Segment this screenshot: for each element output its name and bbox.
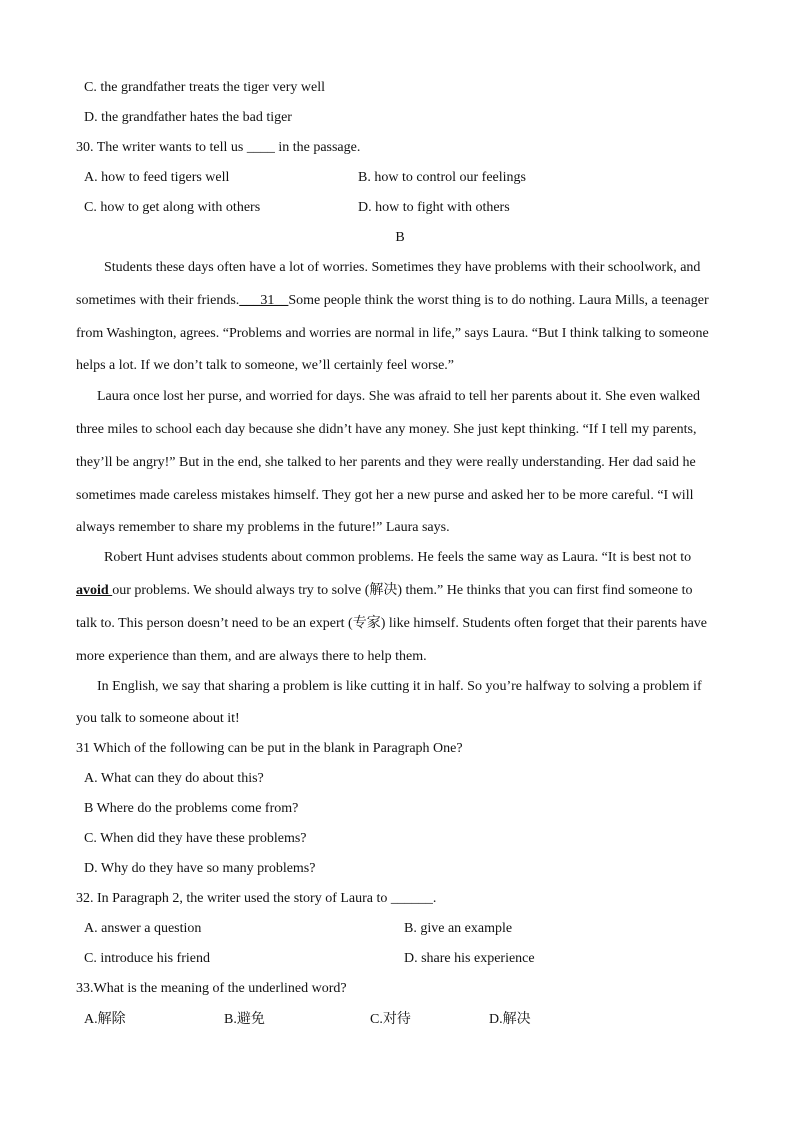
section-label: B bbox=[395, 230, 405, 245]
q32-option-d: D. share his experience bbox=[404, 951, 535, 966]
q32-option-b: B. give an example bbox=[404, 921, 513, 936]
passage-p1-line2-after: Some people think the worst thing is to do nothing. Laura Mills, a teenager bbox=[288, 293, 709, 308]
passage-p3-line3: talk to. This person doesn’t need to be an expert (专家) like himself. Students often forget that their parents have bbox=[76, 616, 708, 631]
q30-stem: 30. The writer wants to tell us ____ in the passage. bbox=[76, 140, 361, 155]
passage-p1-line3: from Washington, agrees. “Problems and worries are normal in life,” says Laura. “But I think talking to someone bbox=[76, 326, 709, 341]
q32-stem: 32. In Paragraph 2, the writer used the story of Laura to ______. bbox=[76, 891, 437, 906]
passage-p2-line5: always remember to share my problems in the future!” Laura says. bbox=[76, 520, 450, 535]
passage-p2-line4: sometimes made careless mistakes himself. They got her a new purse and asked her to be more careful. “I will bbox=[76, 488, 694, 503]
q29-option-d: D. the grandfather hates the bad tiger bbox=[84, 110, 292, 125]
q31-stem: 31 Which of the following can be put in the blank in Paragraph One? bbox=[76, 741, 463, 756]
q31-option-b: B Where do the problems come from? bbox=[84, 801, 299, 816]
q29-option-c: C. the grandfather treats the tiger very well bbox=[84, 80, 326, 95]
passage-p1-line4: helps a lot. If we don’t talk to someone, we’ll certainly feel worse.” bbox=[76, 358, 455, 373]
q33-option-c: C.对待 bbox=[370, 1012, 411, 1027]
q33-option-d: D.解决 bbox=[489, 1012, 531, 1027]
passage-p3-line4: more experience than them, and are always there to help them. bbox=[76, 649, 427, 664]
passage-p2-line1: Laura once lost her purse, and worried for days. She was afraid to tell her parents about it. She even walked bbox=[97, 389, 700, 404]
passage-p3-line1: Robert Hunt advises students about common problems. He feels the same way as Laura. “It is best not to bbox=[104, 550, 692, 565]
q33-option-a: A.解除 bbox=[84, 1012, 126, 1027]
q33-option-b: B.避免 bbox=[224, 1012, 265, 1027]
q33-stem: 33.What is the meaning of the underlined word? bbox=[76, 981, 347, 996]
passage-p1-line1: Students these days often have a lot of worries. Sometimes they have problems with their schoolwork, and bbox=[104, 260, 701, 275]
q31-option-c: C. When did they have these problems? bbox=[84, 831, 307, 846]
q31-option-d: D. Why do they have so many problems? bbox=[84, 861, 316, 876]
passage-p1-line2 bbox=[76, 292, 716, 310]
q30-option-c: C. how to get along with others bbox=[84, 200, 261, 215]
q30-option-a: A. how to feed tigers well bbox=[84, 170, 230, 185]
q31-option-a: A. What can they do about this? bbox=[84, 771, 264, 786]
underlined-word-avoid: avoid bbox=[76, 583, 113, 598]
q32-option-c: C. introduce his friend bbox=[84, 951, 210, 966]
passage-p3-line2-after: our problems. We should always try to solve (解决) them.” He thinks that you can first find someone to bbox=[112, 583, 693, 598]
q30-option-b: B. how to control our feelings bbox=[358, 170, 526, 185]
q32-option-a: A. answer a question bbox=[84, 921, 202, 936]
blank-31: ___31__ bbox=[239, 293, 289, 308]
passage-p2-line2: three miles to school each day because she didn’t have any money. She just kept thinking. “If I tell my parents, bbox=[76, 422, 697, 437]
q30-option-d: D. how to fight with others bbox=[358, 200, 510, 215]
passage-p2-line3: they’ll be angry!” But in the end, she talked to her parents and they were really understanding. Her dad said he bbox=[76, 455, 696, 470]
passage-p1-line2-before: sometimes with their friends. bbox=[76, 293, 240, 308]
passage-p4-line1: In English, we say that sharing a problem is like cutting it in half. So you’re halfway to solving a problem if bbox=[97, 679, 702, 694]
passage-p3-line2 bbox=[76, 582, 716, 600]
passage-p4-line2: you talk to someone about it! bbox=[76, 711, 240, 726]
